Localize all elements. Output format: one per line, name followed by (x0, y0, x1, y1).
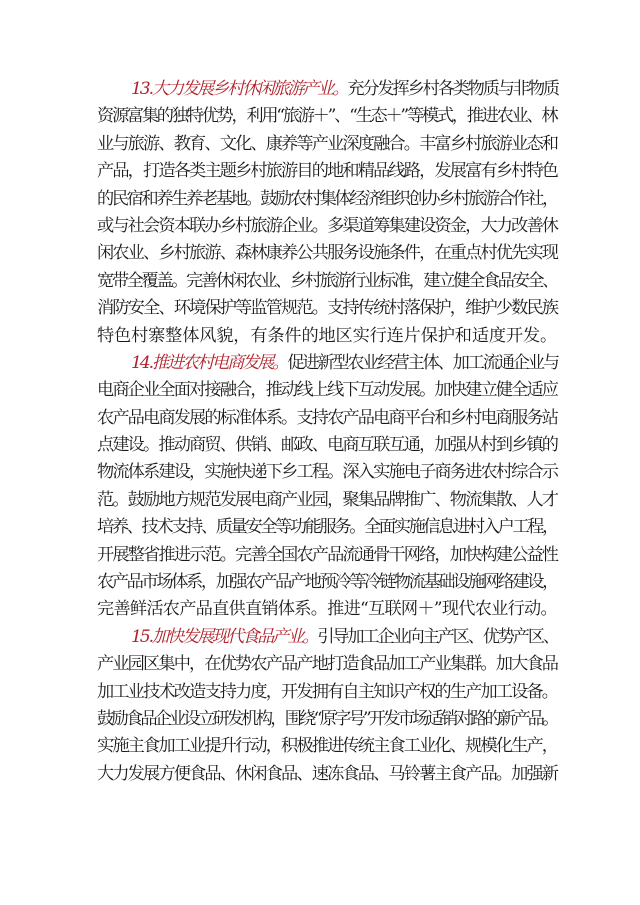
section-14-line: 范。鼓励地方规范发展电商产业园，聚集品牌推广、物流集散、人才 (97, 489, 558, 510)
section-13-line: 业与旅游、教育、文化、康养等产业深度融合。丰富乡村旅游业态和 (97, 133, 558, 154)
section-13-line: 或与社会资本联办乡村旅游企业。多渠道筹集建设资金，大力改善休 (97, 215, 558, 236)
section-13-line: 特色村寨整体风貌，有条件的地区实行连片保护和适度开发。 (97, 325, 558, 346)
document-body (97, 76, 559, 788)
section-15-line: 大力发展方便食品、休闲食品、速冻食品、马铃薯主食产品。加强新 (97, 763, 558, 784)
section-13-line: 产品，打造各类主题乡村旅游目的地和精品线路，发展富有乡村特色 (97, 161, 558, 182)
section-13-line: 宽带全覆盖。完善休闲农业、乡村旅游行业标准，建立健全食品安全、 (97, 270, 557, 291)
section-15-line: 鼓励食品企业设立研发机构，围绕“原字号”开发市场适销对路的新产品。 (97, 708, 557, 729)
section-14-line: 农产品电商发展的标准体系。支持农产品电商平台和乡村电商服务站 (97, 407, 558, 428)
section-13-line: 资源富集的独特优势，利用“旅游＋”、“生态＋”等模式，推进农业、林 (97, 106, 557, 127)
section-15-heading: 15.加快发展现代食品产业。 (131, 626, 318, 647)
section-13-heading: 13.大力发展乡村休闲旅游产业。 (131, 79, 348, 99)
section-14-line: 完善鲜活农产品直供直销体系。推进“互联网＋”现代农业行动。 (97, 599, 557, 620)
section-15-line: 产业园区集中，在优势农产品产地打造食品加工产业集群。加大食品 (97, 654, 558, 675)
section-15-text: 引导加工企业向主产区、优势产区、 (317, 626, 558, 647)
section-15-line: 实施主食加工业提升行动，积极推进传统主食工业化、规模化生产， (97, 736, 558, 757)
section-14-line: 电商企业全面对接融合，推动线上线下互动发展。加快建立健全适应 (97, 380, 558, 401)
section-14-line: 培养、技术支持、质量安全等功能服务。全面实施信息进村入户工程， (97, 517, 557, 538)
section-13-line: 的民宿和养生养老基地。鼓励农村集体经济组织创办乡村旅游合作社， (97, 188, 557, 209)
section-14-line: 开展整省推进示范。完善全国农产品流通骨干网络，加快构建公益性 (97, 544, 558, 565)
section-14-text: 促进新型农业经营主体、加工流通企业与 (287, 352, 558, 373)
section-13-line: 闲农业、乡村旅游、森林康养公共服务设施条件，在重点村优先实现 (97, 243, 558, 264)
section-14-line: 农产品市场体系，加强农产品产地预冷等冷链物流基础设施网络建设， (97, 572, 557, 593)
section-15-first-line (97, 624, 559, 651)
section-14-line: 物流体系建设，实施快递下乡工程。深入实施电子商务进农村综合示 (97, 462, 558, 483)
section-15-line: 加工业技术改造支持力度，开发拥有自主知识产权的生产加工设备。 (97, 681, 558, 702)
section-13-line: 消防安全、环境保护等监管规范。支持传统村落保护，维护少数民族 (97, 298, 558, 319)
section-14-line: 点建设。推动商贸、供销、邮政、电商互联互通，加强从村到乡镇的 (97, 435, 558, 456)
section-14-heading: 14.推进农村电商发展。 (131, 352, 288, 373)
section-13-text: 充分发挥乡村各类物质与非物质 (347, 79, 558, 99)
section-13-first-line (97, 76, 559, 103)
section-14-first-line (97, 350, 559, 377)
